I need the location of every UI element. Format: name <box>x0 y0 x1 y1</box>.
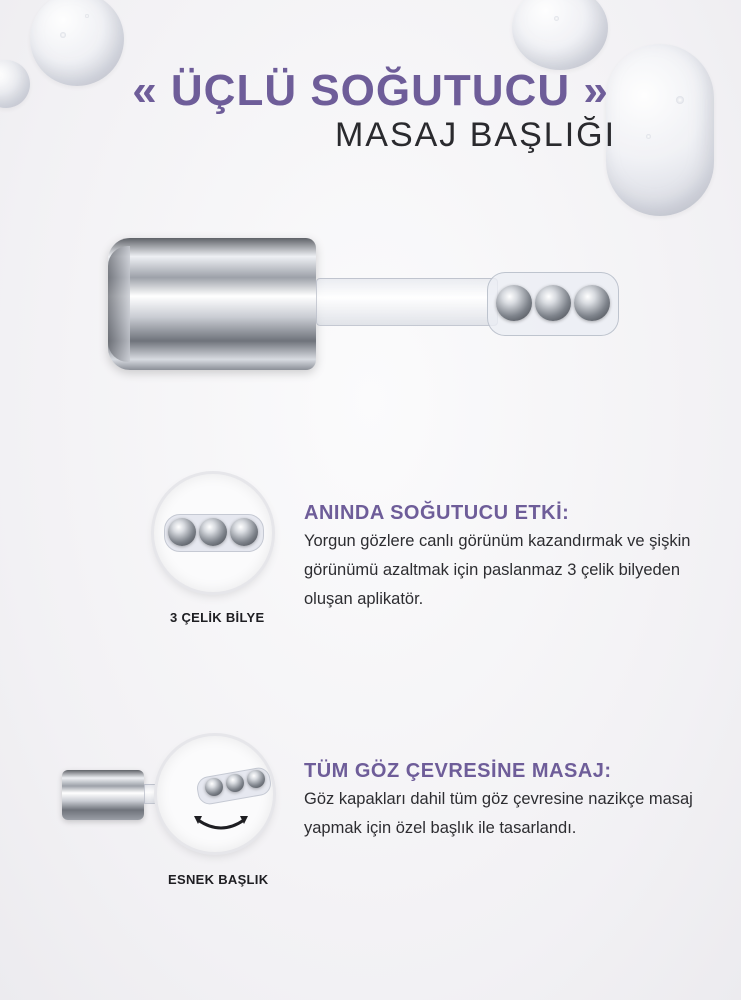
steel-ball-icon <box>168 518 196 546</box>
feature-title: ANINDA SOĞUTUCU ETKİ: <box>304 502 570 524</box>
applicator-stem-image <box>316 278 498 326</box>
steel-balls-closeup <box>154 474 272 592</box>
circle-label: 3 ÇELİK BİLYE <box>170 610 265 625</box>
steel-ball-icon <box>535 285 571 321</box>
steel-ball-icon <box>247 770 265 788</box>
serum-droplet-decoration <box>512 0 608 70</box>
feature-title: TÜM GÖZ ÇEVRESİNE MASAJ: <box>304 760 612 782</box>
steel-ball-icon <box>496 285 532 321</box>
steel-ball-icon <box>230 518 258 546</box>
steel-ball-icon <box>205 778 223 796</box>
flex-arrow-icon <box>192 812 250 838</box>
applicator-head-image <box>487 272 619 336</box>
silver-cap-image <box>62 770 144 820</box>
silver-cap-image <box>108 238 316 370</box>
feature-description: Göz kapakları dahil tüm göz çevresine nazikçe masaj yapmak için özel başlık ile tasarlandı. <box>304 790 693 837</box>
steel-ball-icon <box>226 774 244 792</box>
steel-ball-icon <box>199 518 227 546</box>
feature-description: Yorgun gözlere canlı görünüm kazandırmak ve şişkin görünümü azaltmak için paslanmaz 3 çelik bilyeden oluşan aplikatör. <box>304 532 691 608</box>
headline: « ÜÇLÜ SOĞUTUCU » <box>132 66 609 115</box>
steel-ball-icon <box>574 285 610 321</box>
circle-label: ESNEK BAŞLIK <box>168 872 269 887</box>
subheadline: MASAJ BAŞLIĞI <box>334 116 617 154</box>
